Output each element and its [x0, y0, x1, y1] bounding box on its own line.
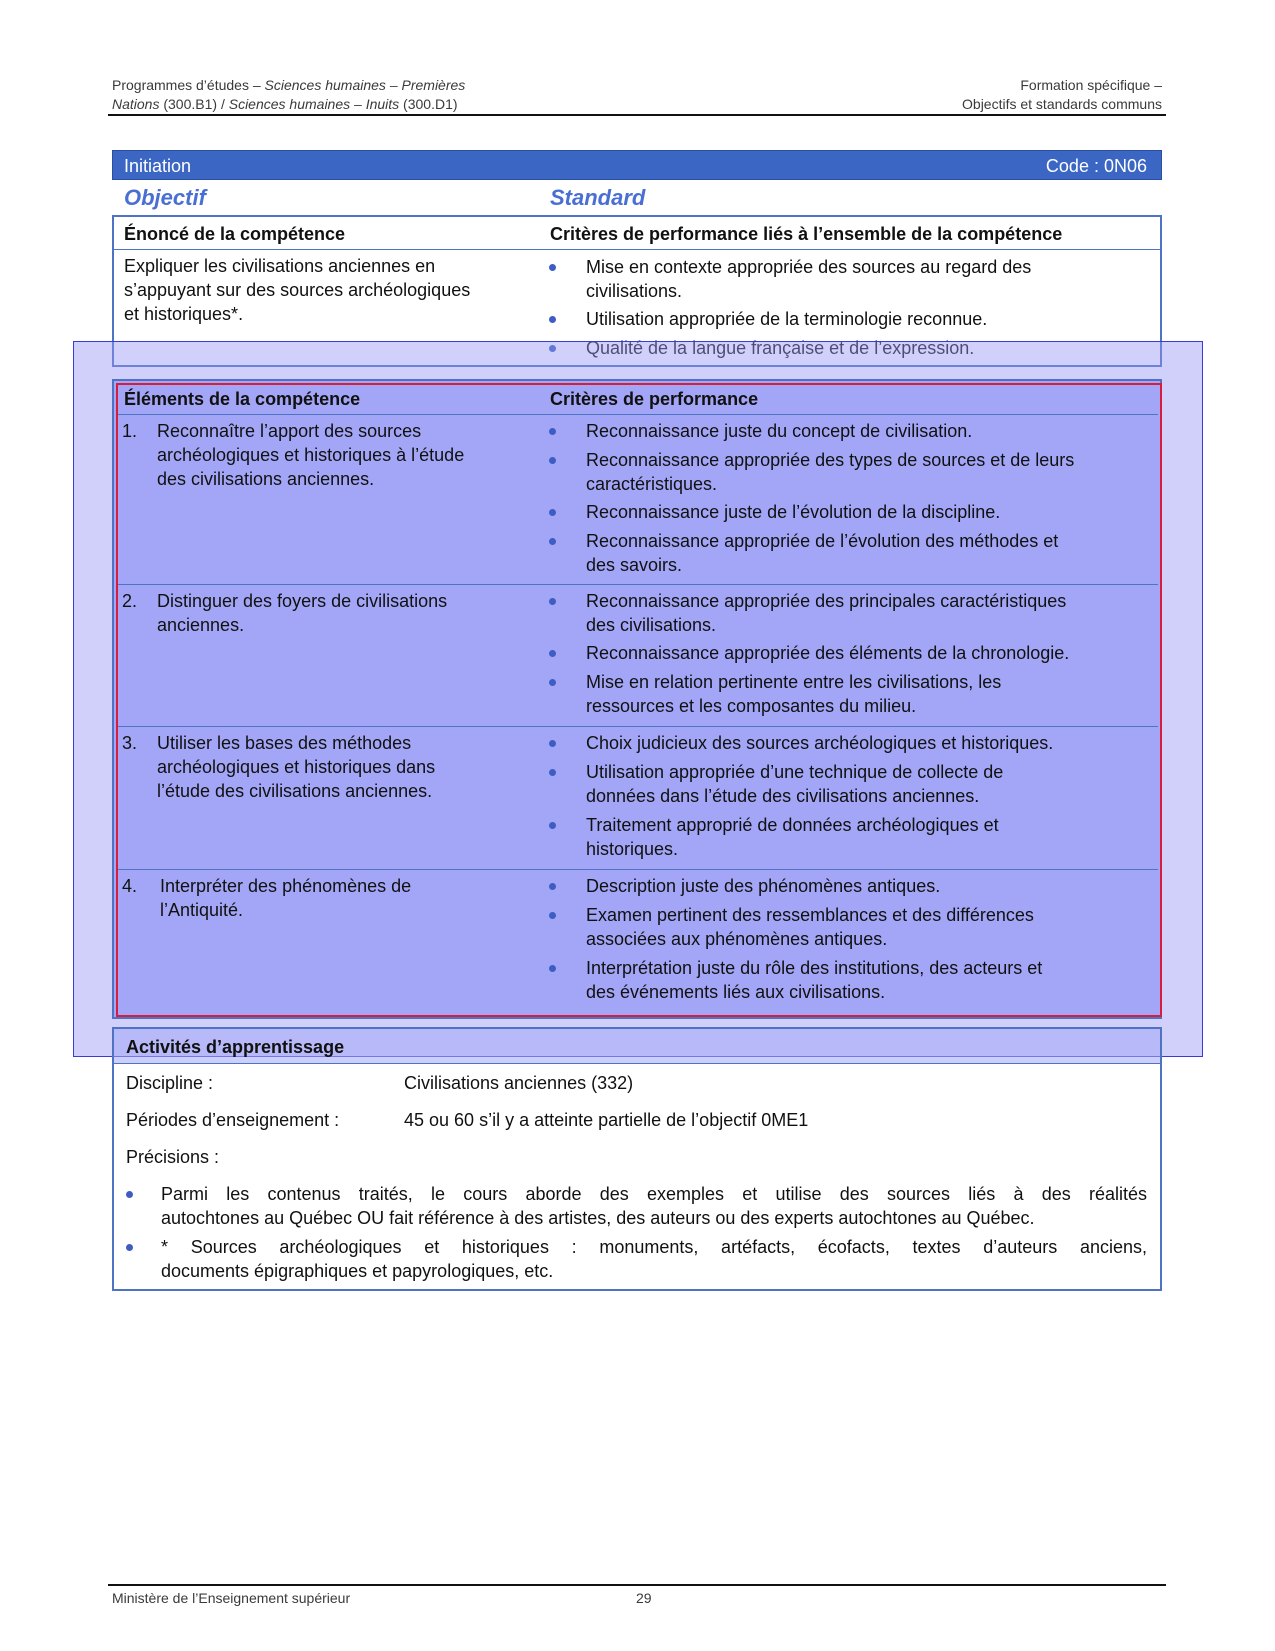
elements-heading: Éléments de la compétence	[124, 389, 361, 409]
precision-line: Parmi les contenus traités, le cours aborde des exemples et utilise des sources liés à des réalités	[161, 1184, 1147, 1204]
header-section-line2: Objectifs et standards communs	[962, 96, 1162, 112]
element-number: 3.	[122, 733, 138, 753]
precision-item	[161, 1182, 1147, 1230]
element-line: Interpréter des phénomènes de	[160, 876, 412, 896]
bullet-icon	[549, 316, 556, 323]
element-number: 4.	[122, 876, 138, 896]
objective-heading: Objectif	[124, 185, 206, 210]
title-bar	[112, 150, 1162, 180]
criterion-line: Traitement approprié de données archéologiques et	[586, 815, 999, 835]
header-program-line1	[112, 76, 465, 94]
criterion-line: Examen pertinent des ressemblances et des différences	[586, 905, 1034, 925]
statement-line: et historiques*.	[124, 304, 244, 324]
header-text: Programmes d’études –	[112, 77, 265, 93]
box-divider	[114, 1063, 1160, 1064]
criterion-line: des savoirs.	[586, 555, 683, 575]
header-text: (300.B1) /	[159, 96, 229, 112]
header-italic-text: Sciences humaines – Premières	[264, 77, 466, 93]
criterion-line: caractéristiques.	[586, 474, 718, 494]
element-line: des civilisations anciennes.	[157, 469, 375, 489]
global-criteria-heading: Critères de performance liés à l’ensemble de la compétence	[550, 224, 1063, 244]
course-code: Code : 0N06	[1045, 156, 1147, 176]
bullet-icon	[126, 1191, 133, 1198]
precision-line: autochtones au Québec OU fait référence à des artistes, des auteurs ou des experts autochtones au Québec.	[161, 1208, 1035, 1228]
precisions-label: Précisions :	[126, 1147, 220, 1167]
global-criterion	[586, 255, 1031, 303]
criterion: Reconnaissance juste de l’évolution de la discipline.	[586, 502, 1001, 522]
level-label: Initiation	[124, 156, 192, 176]
header-program-line2	[112, 95, 458, 113]
criterion-line: civilisations.	[586, 281, 683, 301]
highlight-frame	[116, 383, 1162, 1017]
element-number: 1.	[122, 421, 138, 441]
element-line: l’étude des civilisations anciennes.	[157, 781, 433, 801]
element-line: l’Antiquité.	[160, 900, 244, 920]
page-number: 29	[636, 1590, 652, 1606]
criterion-line: des événements liés aux civilisations.	[586, 982, 886, 1002]
periods-value: 45 ou 60 s’il y a atteinte partielle de l’objectif 0ME1	[404, 1110, 809, 1130]
activities-box	[112, 1027, 1162, 1291]
standard-heading: Standard	[550, 185, 646, 210]
discipline-label: Discipline :	[126, 1073, 214, 1093]
criterion-line: Interprétation juste du rôle des institutions, des acteurs et	[586, 958, 1043, 978]
statement-text	[124, 254, 470, 326]
periods-label: Périodes d’enseignement :	[126, 1110, 340, 1130]
criterion-line: historiques.	[586, 839, 679, 859]
precision-item	[161, 1235, 1147, 1283]
criterion: Choix judicieux des sources archéologiques et historiques.	[586, 733, 1054, 753]
header-rule	[108, 114, 1166, 116]
bullet-icon	[126, 1244, 133, 1251]
criterion: Reconnaissance juste du concept de civilisation.	[586, 421, 973, 441]
criterion-line: Reconnaissance appropriée des types de sources et de leurs	[586, 450, 1075, 470]
global-criterion: Qualité de la langue française et de l’expression.	[586, 338, 975, 358]
criterion-line: ressources et les composantes du milieu.	[586, 696, 917, 716]
criteria-heading: Critères de performance	[550, 389, 759, 409]
activities-heading: Activités d’apprentissage	[126, 1037, 345, 1057]
criterion-line: données dans l’étude des civilisations anciennes.	[586, 786, 980, 806]
element-line: anciennes.	[157, 615, 245, 635]
footer-rule	[108, 1584, 1166, 1586]
criterion: Description juste des phénomènes antiques.	[586, 876, 941, 896]
header-italic-text: Sciences humaines – Inuits	[228, 96, 400, 112]
bullet-icon	[549, 264, 556, 271]
box-divider	[114, 249, 1160, 250]
footer-ministry: Ministère de l’Enseignement supérieur	[112, 1590, 351, 1606]
element-line: Utiliser les bases des méthodes	[157, 733, 412, 753]
criterion-line: Mise en relation pertinente entre les civilisations, les	[586, 672, 1002, 692]
criterion-line: Utilisation appropriée d’une technique de collecte de	[586, 762, 1004, 782]
criterion: Reconnaissance appropriée des éléments de la chronologie.	[586, 643, 1070, 663]
precision-line: * Sources archéologiques et historiques : monuments, artéfacts, écofacts, textes d’auteurs anciens,	[161, 1237, 1147, 1257]
criterion-line: des civilisations.	[586, 615, 717, 635]
criterion-line: Reconnaissance appropriée de l’évolution des méthodes et	[586, 531, 1059, 551]
criterion-line: associées aux phénomènes antiques.	[586, 929, 888, 949]
statement-line: Expliquer les civilisations anciennes en	[124, 256, 436, 276]
precision-line: documents épigraphiques et papyrologiques, etc.	[161, 1261, 554, 1281]
element-line: Distinguer des foyers de civilisations	[157, 591, 448, 611]
criterion-line: Reconnaissance appropriée des principales caractéristiques	[586, 591, 1067, 611]
header-text: (300.D1)	[399, 96, 458, 112]
element-line: archéologiques et historiques à l’étude	[157, 445, 465, 465]
discipline-value: Civilisations anciennes (332)	[404, 1073, 634, 1093]
element-number: 2.	[122, 591, 138, 611]
global-criterion: Utilisation appropriée de la terminologie reconnue.	[586, 309, 988, 329]
statement-line: s’appuyant sur des sources archéologiques	[124, 280, 471, 300]
statement-heading: Énoncé de la compétence	[124, 224, 346, 244]
element-line: archéologiques et historiques dans	[157, 757, 436, 777]
header-italic-text: Nations	[112, 96, 160, 112]
header-section-line1: Formation spécifique –	[1020, 77, 1162, 93]
criterion-line: Mise en contexte appropriée des sources au regard des	[586, 257, 1032, 277]
element-line: Reconnaître l’apport des sources	[157, 421, 422, 441]
